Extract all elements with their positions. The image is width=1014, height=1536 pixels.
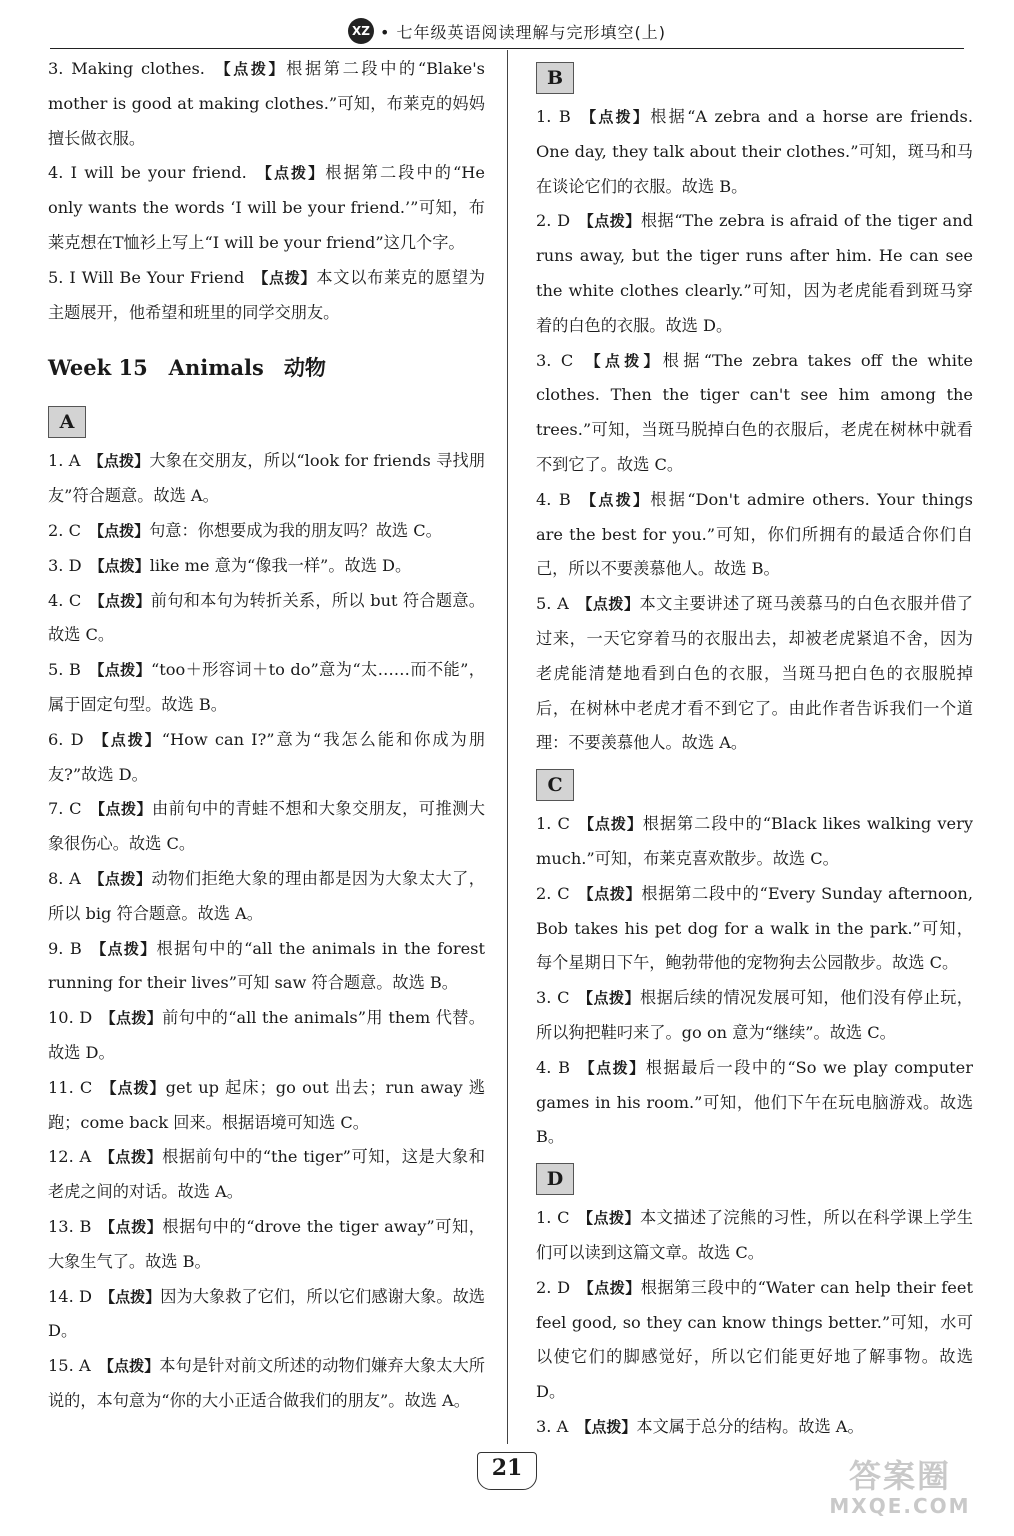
answer-number: 3. Making clothes. bbox=[48, 59, 205, 78]
section-label-a: A bbox=[48, 406, 86, 438]
tip-label: 【点拨】 bbox=[99, 1217, 163, 1236]
answer-number: 12. A bbox=[48, 1147, 92, 1167]
tip-label: 【点拨】 bbox=[88, 452, 150, 471]
answer-number: 1. C bbox=[536, 814, 570, 834]
answer-number: 3. C bbox=[536, 988, 570, 1008]
week-heading-zh: 动物 bbox=[283, 355, 326, 381]
answer-explanation: 根据“The zebra takes off the white clothes. Then the tiger can't see him among the trees.”可知，当斑马脱掉白色的衣服后，老虎在树林中就看不到它了。故选 C。 bbox=[536, 350, 973, 474]
tip-label: 【点拨】 bbox=[89, 591, 151, 610]
answer-explanation: like me 意为“像我一样”。故选 D。 bbox=[149, 555, 412, 575]
tip-label: 【点拨】 bbox=[576, 595, 640, 614]
answer-explanation: 根据第二段中的“Every Sunday afternoon, Bob takes his pet dog for a walk in the park.”可知，每个星期日下午，鲍勃带他的宠物狗去公园散步。故选 C。 bbox=[536, 883, 973, 973]
answer-explanation: 动物们拒绝大象的理由都是因为大象太大了，所以 big 符合题意。故选 A。 bbox=[48, 868, 485, 923]
tip-label: 【点拨】 bbox=[88, 869, 152, 888]
answer-explanation: 本文属于总分的结构。故选 A。 bbox=[636, 1416, 864, 1436]
column-divider bbox=[507, 50, 508, 1444]
answer-explanation: 根据“The zebra is afraid of the tiger and runs away, but the tiger runs after him. He can see the white clothes clearly.”可知，因为老虎能看到斑马穿着的白色的衣服。故选 D。 bbox=[536, 211, 973, 335]
answer-number: 13. B bbox=[48, 1216, 92, 1236]
tip-label: 【点拨】 bbox=[89, 556, 150, 575]
answer-explanation: 因为大象救了它们，所以它们感谢大象。故选 D。 bbox=[48, 1286, 485, 1341]
section-label-d: D bbox=[536, 1163, 574, 1195]
tip-label: 【点拨】 bbox=[89, 521, 150, 540]
section-a-answers bbox=[48, 444, 485, 1418]
answer-explanation: 根据句中的“drove the tiger away”可知，大象生气了。故选 B。 bbox=[48, 1216, 485, 1271]
answer-number: 1. B bbox=[536, 107, 571, 126]
answer-explanation: 根据最后一段中的“So we play computer games in his room.”可知，他们下午在玩电脑游戏。故选 B。 bbox=[536, 1057, 973, 1147]
answer-item bbox=[536, 483, 973, 587]
answer-number: 5. A bbox=[536, 594, 569, 614]
section-b-answers bbox=[536, 100, 973, 761]
answer-item bbox=[48, 156, 485, 260]
tip-label: 【点拨】 bbox=[254, 164, 326, 183]
answer-item bbox=[536, 100, 973, 204]
tip-label: 【点拨】 bbox=[577, 884, 642, 903]
week-heading-en: Week 15 Animals bbox=[48, 355, 264, 381]
section-c-answers bbox=[536, 807, 973, 1155]
answer-item bbox=[536, 877, 973, 981]
answer-number: 15. A bbox=[48, 1356, 91, 1376]
answer-item bbox=[536, 204, 973, 343]
answer-number: 14. D bbox=[48, 1286, 92, 1306]
answer-number: 6. D bbox=[48, 729, 84, 749]
answer-number: 3. C bbox=[536, 350, 574, 370]
answer-item bbox=[48, 1140, 485, 1210]
tip-label: 【点拨】 bbox=[578, 1058, 646, 1077]
answer-number: 7. C bbox=[48, 799, 82, 819]
answer-item bbox=[48, 792, 485, 862]
answer-explanation: 根据“Don't admire others. Your things are the best for you.”可知，你们所拥有的最适合你们自己，所以不要羡慕他人。故选 B。 bbox=[536, 489, 973, 579]
watermark-line1: 答案圈 bbox=[848, 1457, 951, 1495]
tip-label: 【点拨】 bbox=[98, 1357, 160, 1376]
answer-item bbox=[536, 1051, 973, 1155]
answer-number: 4. B bbox=[536, 489, 571, 509]
answer-number: 3. D bbox=[48, 555, 82, 575]
answer-explanation: get up 起床；go out 出去；run away 逃跑；come back 回来。根据语境可知选 C。 bbox=[48, 1077, 485, 1132]
answer-explanation: 根据“A zebra and a horse are friends. One day, they talk about their clothes.”可知，斑马和马在谈论它们的衣服。故选 B。 bbox=[536, 107, 973, 196]
page-number: 21 bbox=[477, 1452, 538, 1490]
answer-explanation: 根据前句中的“the tiger”可知，这是大象和老虎之间的对话。故选 A。 bbox=[48, 1147, 485, 1202]
answer-explanation: 根据第二段中的“Blake's mother is good at making clothes.”可知，布莱克的妈妈擅长做衣服。 bbox=[48, 59, 485, 148]
tip-label: 【点拨】 bbox=[577, 989, 640, 1008]
answer-item bbox=[48, 1071, 485, 1141]
tip-label: 【点拨】 bbox=[252, 268, 317, 287]
answer-item bbox=[536, 807, 973, 877]
answer-number: 2. C bbox=[536, 883, 570, 903]
answer-explanation: 大象在交朋友，所以“look for friends 寻找朋友”符合题意。故选 A。 bbox=[48, 451, 485, 506]
tip-label: 【点拨】 bbox=[576, 1417, 637, 1436]
prev-answers-list bbox=[48, 52, 485, 330]
answer-explanation: 本句是针对前文所述的动物们嫌弃大象太大所说的，本句意为“你的大小正适合做我们的朋友”。故选 A。 bbox=[48, 1356, 485, 1410]
tip-label: 【点拨】 bbox=[581, 351, 663, 370]
answer-number: 10. D bbox=[48, 1008, 93, 1028]
answer-number: 4. C bbox=[48, 590, 82, 610]
answer-item bbox=[48, 549, 485, 584]
answer-item bbox=[48, 1349, 485, 1419]
tip-label: 【点拨】 bbox=[100, 1078, 166, 1097]
answer-explanation: 根据句中的“all the animals in the forest running for their lives”可知 saw 符合题意。故选 B。 bbox=[48, 938, 485, 993]
tip-label: 【点拨】 bbox=[577, 1209, 640, 1228]
answer-item bbox=[48, 1210, 485, 1280]
answer-number: 1. C bbox=[536, 1208, 570, 1228]
answer-number: 4. B bbox=[536, 1057, 571, 1077]
answer-explanation: “too＋形容词＋to do”意为“太……而不能”，属于固定句型。故选 B。 bbox=[48, 660, 485, 714]
answer-item bbox=[48, 932, 485, 1002]
answer-number: 8. A bbox=[48, 868, 81, 888]
tip-label: 【点拨】 bbox=[88, 661, 151, 680]
answer-item bbox=[48, 52, 485, 156]
answer-number: 1. A bbox=[48, 451, 81, 471]
answer-item bbox=[536, 981, 973, 1051]
answer-item bbox=[48, 653, 485, 723]
answer-item bbox=[48, 584, 485, 654]
answer-explanation: 本文以布莱克的愿望为主题展开，他希望和班里的同学交朋友。 bbox=[48, 267, 485, 322]
tip-label: 【点拨】 bbox=[100, 1009, 163, 1028]
watermark-line2: MXQE.COM bbox=[829, 1494, 971, 1518]
tip-label: 【点拨】 bbox=[100, 1287, 161, 1306]
answer-explanation: “How can I?”意为“我怎么能和你成为朋友?”故选 D。 bbox=[48, 729, 485, 784]
tip-label: 【点拨】 bbox=[578, 1278, 641, 1297]
answer-explanation: 根据第三段中的“Water can help their feet feel good, so they can know things better.”可知，水可以使它们的脚感觉好，所以它们能更好地了解事物。故选 D。 bbox=[536, 1277, 973, 1402]
answer-number: 9. B bbox=[48, 938, 82, 958]
section-label-b: B bbox=[536, 62, 574, 94]
answer-item bbox=[48, 1280, 485, 1350]
tip-label: 【点拨】 bbox=[99, 1148, 163, 1167]
answer-item bbox=[48, 514, 485, 549]
answer-number: 2. D bbox=[536, 1277, 571, 1297]
left-column bbox=[48, 52, 485, 1419]
answer-item bbox=[536, 1201, 973, 1271]
tip-label: 【点拨】 bbox=[578, 212, 641, 231]
answer-item bbox=[536, 1410, 973, 1445]
answer-item bbox=[48, 723, 485, 793]
answer-item bbox=[48, 444, 485, 514]
answer-explanation: 本文描述了浣熊的习性，所以在科学课上学生们可以读到这篇文章。故选 C。 bbox=[536, 1208, 973, 1262]
tip-label: 【点拨】 bbox=[89, 800, 152, 819]
answer-explanation: 本文主要讲述了斑马羡慕马的白色衣服并借了过来，一天它穿着马的衣服出去，却被老虎紧追不舍，因为老虎能清楚地看到白色的衣服，当斑马把白色的衣服脱掉后，在树林中老虎才看不到它了。由此作者告诉我们一个道理：不要羡慕他人。故选 A。 bbox=[536, 594, 973, 753]
watermark bbox=[810, 1458, 990, 1520]
answer-number: 5. B bbox=[48, 660, 81, 680]
week-heading bbox=[48, 350, 485, 386]
right-column bbox=[536, 52, 973, 1445]
answer-explanation: 句意：你想要成为我的朋友吗？故选 C。 bbox=[149, 520, 442, 540]
answer-explanation: 根据第二段中的“Black likes walking very much.”可知，布莱克喜欢散步。故选 C。 bbox=[536, 814, 973, 868]
answer-explanation: 根据后续的情况发展可知，他们没有停止玩，所以狗把鞋叼来了。go on 意为“继续”。故选 C。 bbox=[536, 988, 973, 1042]
answer-explanation: 根据第二段中的“He only wants the words ‘I will be your friend.’”可知，布莱克想在T恤衫上写上“I will be your friend”这几个字。 bbox=[48, 163, 485, 252]
answer-number: 4. I will be your friend. bbox=[48, 163, 247, 183]
publisher-logo-icon: XZ bbox=[348, 18, 374, 44]
answer-item bbox=[48, 862, 485, 932]
tip-label: 【点拨】 bbox=[578, 108, 651, 126]
answer-number: 11. C bbox=[48, 1077, 93, 1097]
answer-item bbox=[48, 261, 485, 331]
answer-number: 2. D bbox=[536, 211, 571, 231]
answer-item bbox=[536, 1271, 973, 1410]
book-title: • 七年级英语阅读理解与完形填空(上) bbox=[379, 22, 666, 42]
answer-item bbox=[536, 344, 973, 483]
section-label-c: C bbox=[536, 769, 574, 801]
page-header bbox=[50, 14, 964, 49]
section-d-answers bbox=[536, 1201, 973, 1445]
answer-item bbox=[48, 1001, 485, 1071]
answer-item bbox=[536, 587, 973, 761]
tip-label: 【点拨】 bbox=[89, 939, 157, 958]
answer-explanation: 前句和本句为转折关系，所以 but 符合题意。故选 C。 bbox=[48, 590, 485, 645]
answer-number: 5. I Will Be Your Friend bbox=[48, 267, 245, 287]
tip-label: 【点拨】 bbox=[91, 730, 162, 749]
answer-explanation: 前句中的“all the animals”用 them 代替。故选 D。 bbox=[48, 1008, 485, 1062]
tip-label: 【点拨】 bbox=[578, 490, 651, 509]
tip-label: 【点拨】 bbox=[578, 815, 643, 834]
tip-label: 【点拨】 bbox=[213, 60, 287, 78]
answer-explanation: 由前句中的青蛙不想和大象交朋友，可推测大象很伤心。故选 C。 bbox=[48, 799, 485, 854]
answer-number: 3. A bbox=[536, 1416, 569, 1436]
answer-number: 2. C bbox=[48, 520, 81, 540]
